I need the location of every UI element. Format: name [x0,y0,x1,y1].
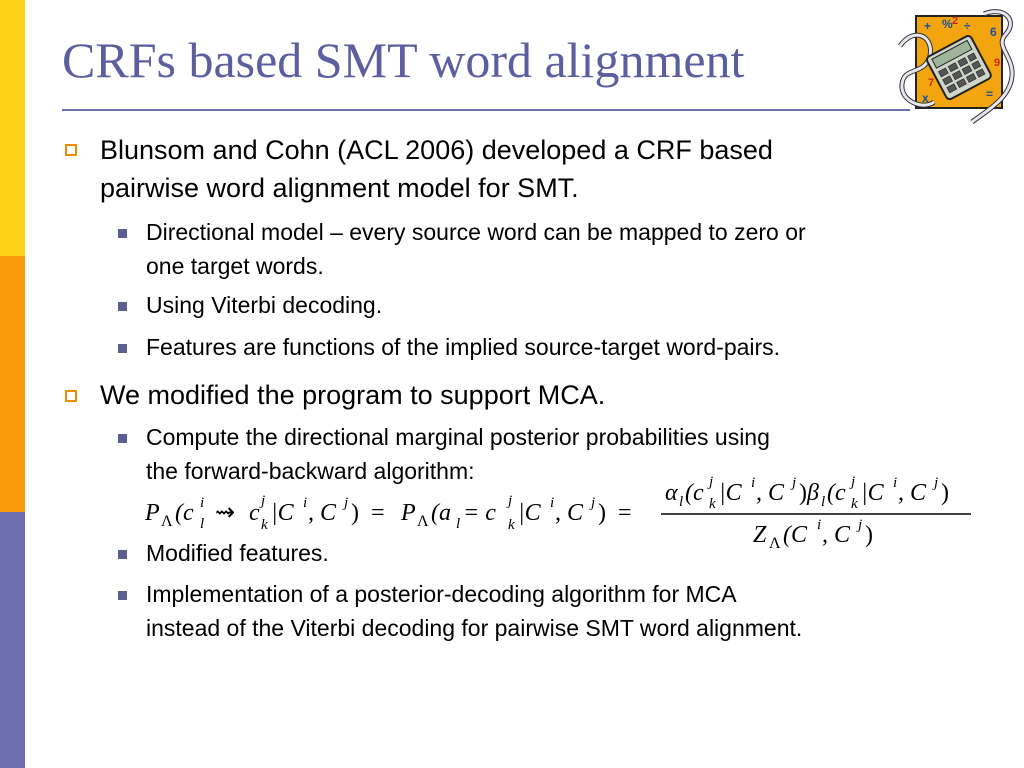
svg-text:6: 6 [990,25,997,39]
formula-sub-k: k [261,517,268,533]
formula-c-i: (c [175,500,194,526]
formula-p-lhs: P [145,500,160,526]
formula-eq-c: = c [463,500,496,526]
sub-bullet-1-1-line-2: one target words. [146,253,324,279]
formula-sup-i: i [751,475,756,491]
bullet-2-line-1: We modified the program to support MCA. [100,380,606,410]
formula-lambda-sub: Λ [769,535,781,550]
formula-sub-l: l [821,494,826,510]
formula-alpha: α [665,480,678,506]
formula-equals: = [371,500,385,526]
formula-sup-j: j [261,493,266,509]
svg-text:2: 2 [952,15,959,27]
level2-bullet-marker [118,434,127,443]
level2-bullet-marker [118,550,127,559]
formula-sup-j: j [851,474,856,490]
svg-text:x: x [922,91,929,105]
formula-sup-i: i [550,495,555,511]
level2-bullet-marker [118,344,127,353]
formula-cj: , C [822,522,851,548]
bullet-1-line-1: Blunsom and Cohn (ACL 2006) developed a CRF based [100,135,773,165]
formula-cj: , C [898,480,927,506]
sub-bullet-2-3-line-2: instead of the Viterbi decoding for pairwise SMT word alignment. [146,615,803,641]
sub-bullet-2-3-line-1: Implementation of a posterior-decoding algorithm for MCA [146,581,737,607]
formula-sup-j: j [508,493,513,509]
formula-sup-i: i [303,495,308,511]
formula-paren: ) [799,480,807,506]
svg-text:7: 7 [928,77,935,89]
sub-bullet-1-2: Using Viterbi decoding. [146,292,383,318]
formula-cond-ci: |C [271,500,294,526]
formula-sub-l: l [679,494,684,510]
formula-sup-j: j [934,475,939,491]
formula-den-args: (C [783,522,807,548]
formula-sup-j: j [858,517,863,533]
formula-z: Z [753,522,767,548]
formula-c-j: c [249,500,260,526]
formula-a: (a [431,500,451,526]
level2-bullet-marker [118,302,127,311]
level2-bullet-marker [118,591,127,600]
level2-bullet-marker [118,229,127,238]
formula-sup-j: j [792,475,797,491]
formula-cond-ci: |C [719,480,742,506]
svg-text:9: 9 [994,57,1001,69]
svg-text:+: + [924,19,932,33]
svg-text:=: = [986,87,994,101]
formula-cj: , C [756,480,785,506]
formula-sup-i: i [893,475,898,491]
formula-sup-i: i [817,517,822,533]
svg-text:÷: ÷ [964,19,971,33]
formula-sup-j: j [591,495,596,511]
formula-sub-k: k [508,517,515,533]
formula-sub-l: l [200,516,205,532]
formula-c: (c [827,480,846,506]
formula-sub-k: k [851,496,858,512]
formula-beta: β [807,480,819,506]
formula-equals: = [618,500,632,526]
sub-bullet-1-1-line-1: Directional model – every source word can be mapped to zero or [146,219,806,245]
formula-p-mid: P [401,500,416,526]
formula-paren: ) [941,480,949,506]
formula-cj: , C [555,500,584,526]
formula-cj: , C [308,500,337,526]
formula-cond-ci: |C [518,500,541,526]
formula-lambda-sub: Λ [161,513,173,530]
formula-cond-ci: |C [861,480,884,506]
formula-sub-k: k [709,496,716,512]
formula-sup-j: j [344,495,349,511]
formula-sup-i: i [200,495,205,511]
formula-paren: ) [351,500,359,526]
sub-bullet-2-2: Modified features. [146,540,329,566]
formula-squiggle-arrow: ⇝ [215,500,236,526]
formula-lambda-sub: Λ [417,513,429,530]
formula-sup-j: j [709,474,714,490]
sub-bullet-2-1-line-1: Compute the directional marginal posterior probabilities using [146,424,770,450]
formula-paren: ) [598,500,606,526]
level1-bullet-marker [65,144,77,156]
svg-text:%: % [942,17,953,31]
sub-bullet-2-1-line-2: the forward-backward algorithm: [146,458,475,484]
slide-title: CRFs based SMT word alignment [62,32,745,88]
level1-bullet-marker [65,390,77,402]
sub-bullet-1-3: Features are functions of the implied source-target word-pairs. [146,334,781,360]
formula-paren: ) [865,522,873,548]
formula-sub-l: l [456,516,461,532]
formula-c: (c [685,480,704,506]
bullet-1-line-2: pairwise word alignment model for SMT. [100,173,579,203]
